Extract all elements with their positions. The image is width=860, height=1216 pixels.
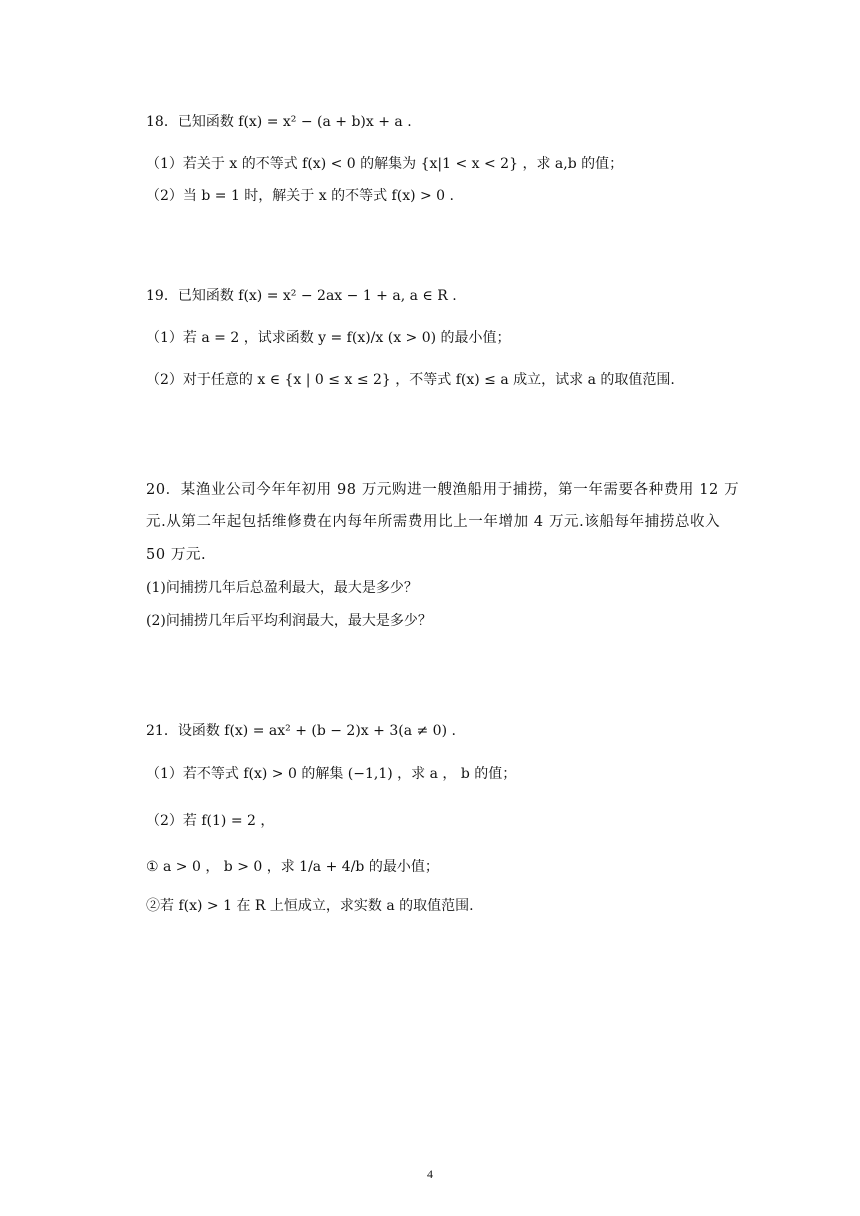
q21-part2: （2）若 f(1) = 2 ，: [146, 813, 275, 829]
q19-part1: （1）若 a = 2 ，试求函数 y = f(x)/x (x > 0) 的最小值；: [146, 330, 511, 346]
q21-title: 21．设函数 f(x) = ax² + (b − 2)x + 3(a ≠ 0) .: [146, 723, 456, 739]
page-number: 4: [427, 1167, 433, 1181]
q21-part2-sub1: ① a > 0 ， b > 0 ，求 1/a + 4/b 的最小值；: [146, 859, 439, 875]
q20-line1: 20．某渔业公司今年年初用 98 万元购进一艘渔船用于捕捞，第一年需要各种费用 12 万: [146, 482, 740, 498]
q19-title: 19．已知函数 f(x) = x² − 2ax − 1 + a, a ∈ R .: [146, 288, 457, 304]
q21-part2-sub2: ②若 f(x) > 1 在 R 上恒成立，求实数 a 的取值范围.: [146, 898, 474, 914]
q18-part1: （1）若关于 x 的不等式 f(x) < 0 的解集为 {x|1 < x < 2} ，求 a,b 的值；: [146, 156, 624, 172]
q19-part2: （2）对于任意的 x ∈ {x | 0 ≤ x ≤ 2} ，不等式 f(x) ≤ a 成立，试求 a 的取值范围.: [146, 372, 675, 388]
q20-part2: (2)问捕捞几年后平均利润最大，最大是多少？: [146, 613, 432, 629]
q18-title: 18．已知函数 f(x) = x² − (a + b)x + a .: [146, 114, 412, 130]
q18-part2: （2）当 b = 1 时，解关于 x 的不等式 f(x) > 0 .: [146, 188, 454, 204]
q21-part1: （1）若不等式 f(x) > 0 的解集 (−1,1) ，求 a ， b 的值；: [146, 766, 517, 782]
q20-line2: 元.从第二年起包括维修费在内每年所需费用比上一年增加 4 万元.该船每年捕捞总收入: [146, 514, 721, 530]
q20-line3: 50 万元.: [146, 547, 207, 563]
q20-part1: (1)问捕捞几年后总盈利最大，最大是多少？: [146, 580, 418, 596]
